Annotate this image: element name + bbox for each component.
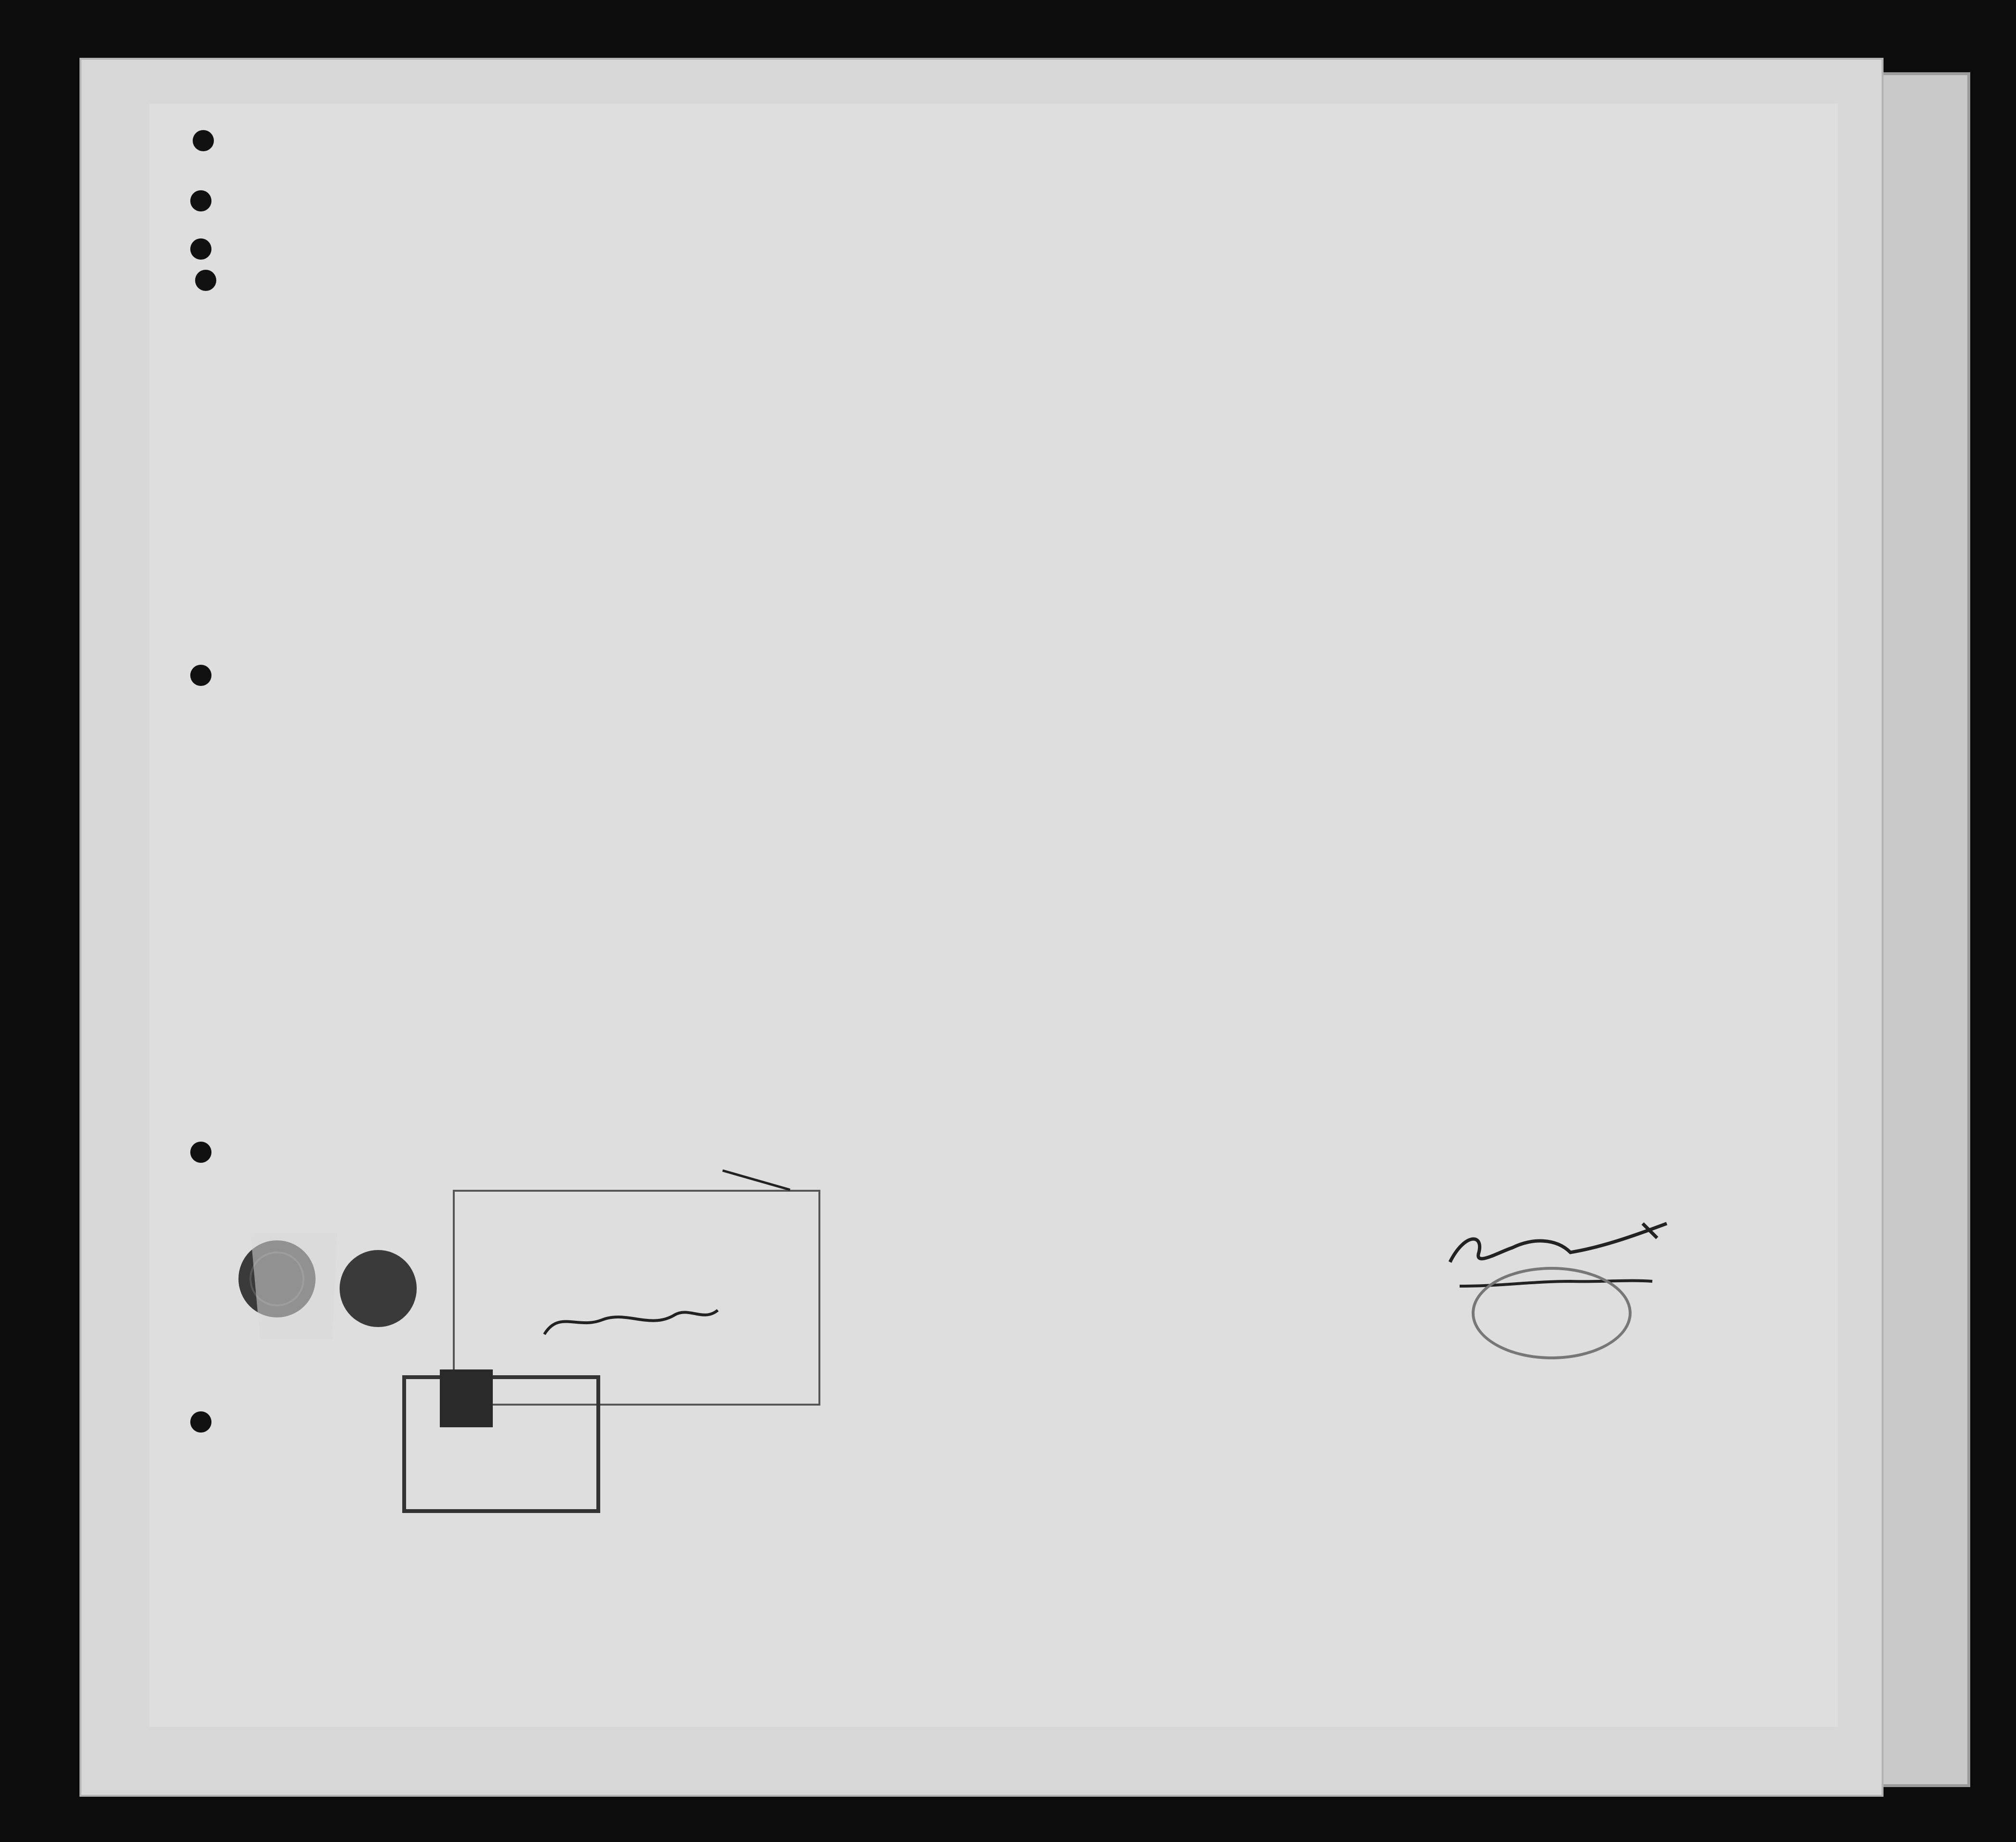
consulate-stamp	[453, 1190, 820, 1406]
fee-stamp-adhesive	[440, 1369, 493, 1427]
fee-stamp	[402, 1375, 600, 1513]
oval-stamp	[1472, 1267, 1632, 1359]
